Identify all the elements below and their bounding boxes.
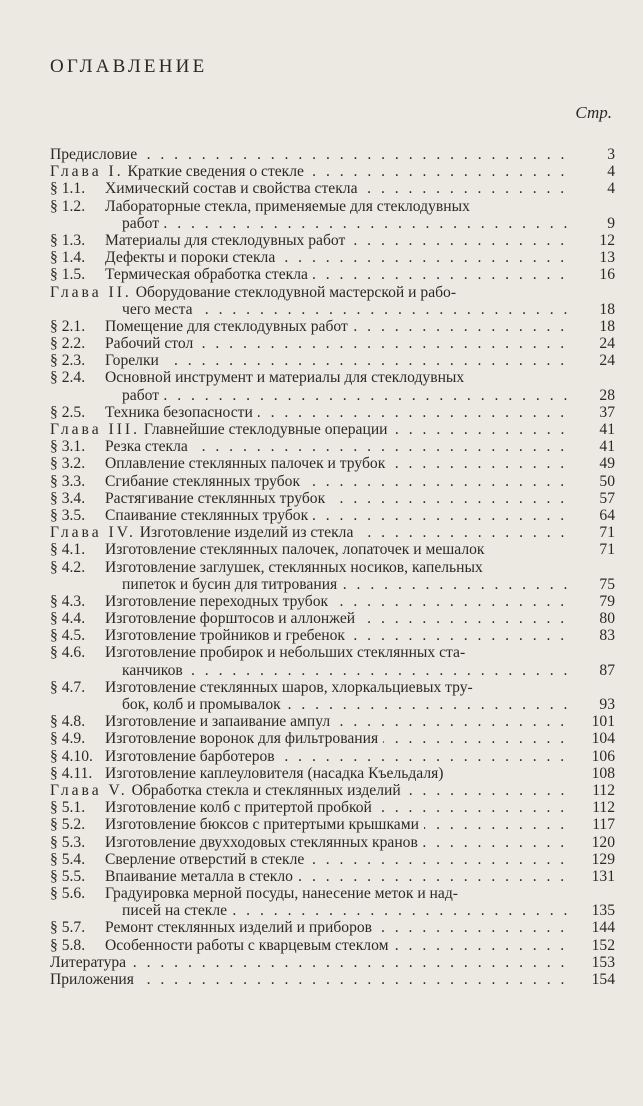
toc-entry-chapter-label: Глава II. <box>50 283 132 301</box>
toc-entry-page-number: 4 <box>607 180 615 198</box>
toc-entry-page-number: 87 <box>599 661 615 679</box>
toc-entry <box>50 954 615 971</box>
toc-entry-section-number: § 3.4. <box>50 489 86 507</box>
toc-entry-section-number: § 1.4. <box>50 249 86 267</box>
toc-entry-title: Химический состав и свойства стекла <box>105 180 363 197</box>
toc-entry-page-number: 79 <box>599 592 615 610</box>
toc-entry <box>50 266 615 283</box>
toc-entry <box>50 215 615 232</box>
toc-entry-page-number: 37 <box>599 403 615 421</box>
toc-entry-section-number: § 4.1. <box>50 541 86 559</box>
toc-entry <box>50 868 615 885</box>
toc-entry <box>50 438 615 455</box>
toc-entry <box>50 524 615 541</box>
toc-entry-page-number: 144 <box>591 919 615 937</box>
toc-entry-title: чего места <box>122 301 198 318</box>
toc-entry-page-number: 93 <box>599 696 615 713</box>
toc-entry <box>50 490 615 507</box>
toc-entry <box>50 301 615 318</box>
toc-entry <box>50 318 615 335</box>
toc-entry-title: Техника безопасности <box>105 404 258 421</box>
toc-entry-title: Основной инструмент и материалы для стеклодувных <box>105 369 469 386</box>
toc-entry <box>50 284 615 301</box>
toc-entry-title: Изготовление бюксов с притертыми крышками <box>105 816 424 833</box>
toc-entry-title: Изготовление стеклянных палочек, лопаточек и мешалок <box>105 541 490 558</box>
toc-entry <box>50 593 615 610</box>
toc-entry-title: Градуировка мерной посуды, нанесение меток и над- <box>105 885 463 902</box>
toc-entry-section-number: § 4.8. <box>50 713 86 731</box>
toc-entry <box>50 834 615 851</box>
toc-entry-title: Спаивание стеклянных трубок <box>105 507 313 524</box>
toc-entry-title: Изготовление заглушек, стеклянных носиков, капельных <box>105 559 488 576</box>
toc-entry <box>50 576 615 593</box>
toc-entry-page-number: 28 <box>599 386 615 404</box>
toc-entry-chapter-label: Глава I. <box>50 163 124 181</box>
toc-entry-title: Резка стекла <box>105 438 193 455</box>
toc-entry-title: Растягивание стеклянных трубок <box>105 490 330 507</box>
page-title: ОГЛАВЛЕНИЕ <box>50 56 208 77</box>
toc-entry-section-number: § 2.1. <box>50 317 86 335</box>
toc-entry <box>50 885 615 902</box>
toc-entry-page-number: 101 <box>591 713 615 731</box>
toc-entry-title: Помещение для стеклодувных работ <box>105 318 353 335</box>
toc-entry-page-number: 135 <box>591 902 615 920</box>
toc-entry-page-number: 104 <box>591 730 615 748</box>
toc-entry-title: Материалы для стеклодувных работ <box>105 232 350 249</box>
toc-entry-title: Обработка стекла и стеклянных изделий <box>131 781 401 799</box>
toc-entry <box>50 455 615 472</box>
toc-entry <box>50 937 615 954</box>
toc-entry-title: Приложения <box>50 971 139 988</box>
toc-entry-section-number: § 5.1. <box>50 799 86 817</box>
toc-entry-title: Сгибание стеклянных трубок <box>105 473 305 490</box>
toc-entry-title: Оплавление стеклянных палочек и трубок <box>105 455 390 472</box>
toc-entry <box>50 369 615 386</box>
toc-entry <box>50 473 615 490</box>
toc-entry-section-number: § 2.2. <box>50 335 86 353</box>
toc-entry-page-number: 71 <box>599 541 615 559</box>
page-column-header: Стр. <box>575 103 612 122</box>
toc-entry-section-number: § 5.8. <box>50 936 86 954</box>
toc-entry-page-number: 18 <box>599 317 615 335</box>
toc-entry <box>50 662 615 679</box>
toc-entry-section-number: § 5.6. <box>50 885 86 903</box>
toc-entry-page-number: 50 <box>599 472 615 490</box>
toc-entry-title: Изготовление двухходовых стеклянных кранов <box>105 834 423 851</box>
toc-entry-title: Краткие сведения о стекле <box>127 163 304 181</box>
toc-entry-title: Изготовление пробирок и небольших стеклянных ста- <box>105 644 470 661</box>
toc-entry-section-number: § 4.3. <box>50 592 86 610</box>
toc-entry-title: Горелки <box>105 352 164 369</box>
toc-entry-title: Рабочий стол <box>105 335 198 352</box>
toc-entry <box>50 799 615 816</box>
toc-entry-page-number: 3 <box>607 146 615 163</box>
toc-entry <box>50 713 615 730</box>
toc-entry-chapter-label: Глава III. <box>50 421 140 438</box>
toc-entry <box>50 180 615 197</box>
toc-entry-section-number: § 4.9. <box>50 730 86 748</box>
toc-entry-section-number: § 5.7. <box>50 919 86 937</box>
toc-entry-section-number: § 5.2. <box>50 816 86 834</box>
toc-entry-section-number: § 4.4. <box>50 610 86 628</box>
toc-entry-section-number: § 3.1. <box>50 438 86 456</box>
toc-entry-title: Предисловие <box>50 146 142 163</box>
toc-entry <box>50 679 615 696</box>
toc-entry-title: писей на стекле <box>122 902 232 919</box>
toc-entry <box>50 730 615 747</box>
toc-entry-section-number: § 4.5. <box>50 627 86 645</box>
toc-entry-page-number: 12 <box>599 231 615 249</box>
toc-entry <box>50 507 615 524</box>
toc-entry-section-number: § 3.2. <box>50 455 86 473</box>
toc-entry <box>50 644 615 661</box>
toc-entry-title: Литература <box>50 954 131 971</box>
toc-entry-section-number: § 1.2. <box>50 197 86 215</box>
toc-entry <box>50 146 615 163</box>
toc-entry-page-number: 24 <box>599 335 615 353</box>
toc-entry <box>50 541 615 558</box>
toc-entry-title: Изготовление стеклянных шаров, хлоркальциевых тру- <box>105 679 478 696</box>
toc-entry <box>50 404 615 421</box>
toc-entry-page-number: 153 <box>591 953 615 971</box>
toc-entry-page-number: 83 <box>599 627 615 645</box>
toc-entry <box>50 610 615 627</box>
toc-entry-page-number: 75 <box>599 575 615 593</box>
toc-entry-page-number: 152 <box>591 936 615 954</box>
toc-entry-title: работ <box>122 387 164 404</box>
toc-entry <box>50 198 615 215</box>
toc-entry-section-number: § 1.5. <box>50 266 86 284</box>
toc-entry-section-number: § 4.7. <box>50 678 86 696</box>
toc-entry-title: Изготовление воронок для фильтрования <box>105 730 383 747</box>
toc-entry-title: Изготовление тройников и гребенок <box>105 627 350 644</box>
toc-entry-section-number: § 2.4. <box>50 369 86 387</box>
toc-entry <box>50 816 615 833</box>
toc-entry <box>50 232 615 249</box>
toc-entry-title: Дефекты и пороки стекла <box>105 249 280 266</box>
toc-entry <box>50 919 615 936</box>
toc-entry-title: Оборудование стеклодувной мастерской и рабо- <box>135 283 457 301</box>
toc-entry-section-number: § 2.3. <box>50 352 86 370</box>
toc-entry-page-number: 117 <box>592 816 615 834</box>
toc-entry-page-number: 57 <box>599 489 615 507</box>
toc-entry-chapter-label: Глава IV. <box>50 524 136 542</box>
toc-entry-page-number: 129 <box>591 850 615 868</box>
toc-entry-page-number: 106 <box>591 747 615 765</box>
toc-entry-section-number: § 1.3. <box>50 231 86 249</box>
toc-entry-section-number: § 4.10. <box>50 747 93 765</box>
toc-entry <box>50 782 615 799</box>
toc-entry <box>50 559 615 576</box>
toc-entry <box>50 421 615 438</box>
toc-entry-title: Ремонт стеклянных изделий и приборов <box>105 919 377 936</box>
toc-entry-title: Изготовление изделий из стекла <box>139 524 354 542</box>
toc-entry-title: Лабораторные стекла, применяемые для стеклодувных <box>105 198 475 215</box>
toc-entry-page-number: 4 <box>607 163 615 181</box>
toc-entry-section-number: § 3.5. <box>50 506 86 524</box>
toc-entry-page-number: 41 <box>599 438 615 456</box>
toc-entry-page-number: 64 <box>599 506 615 524</box>
toc-entry <box>50 851 615 868</box>
toc-entry-section-number: § 5.3. <box>50 833 86 851</box>
toc-entry-chapter-label: Глава V. <box>50 781 128 799</box>
toc-entry <box>50 335 615 352</box>
toc-entry-title: Изготовление форштосов и аллонжей <box>105 610 360 627</box>
toc-entry <box>50 352 615 369</box>
toc-entry-title: канчиков <box>122 662 188 679</box>
table-of-contents <box>50 146 615 988</box>
toc-entry-page-number: 80 <box>599 610 615 628</box>
toc-entry-page-number: 49 <box>599 455 615 473</box>
toc-entry-section-number: § 1.1. <box>50 180 86 198</box>
toc-entry-title: Изготовление барботеров <box>105 748 280 765</box>
toc-entry-section-number: § 4.6. <box>50 644 86 662</box>
toc-entry-title: Впаивание металла в стекло <box>105 868 298 885</box>
toc-entry-section-number: § 3.3. <box>50 472 86 490</box>
toc-entry-section-number: § 5.4. <box>50 850 86 868</box>
toc-entry-page-number: 24 <box>599 352 615 370</box>
toc-entry <box>50 163 615 180</box>
toc-entry-title: бок, колб и промывалок <box>122 696 286 713</box>
toc-entry-page-number: 120 <box>591 833 615 851</box>
toc-entry <box>50 387 615 404</box>
toc-entry-title: Главнейшие стеклодувные операции <box>143 421 388 438</box>
toc-entry-title: Изготовление и запаивание ампул <box>105 713 335 730</box>
toc-entry-section-number: § 4.11. <box>50 764 93 782</box>
toc-entry-section-number: § 5.5. <box>50 867 86 885</box>
toc-entry-page-number: 154 <box>591 971 615 988</box>
toc-entry-page-number: 112 <box>592 799 615 817</box>
toc-entry-page-number: 18 <box>599 300 615 318</box>
toc-entry <box>50 249 615 266</box>
toc-entry-title: Особенности работы с кварцевым стеклом <box>105 937 393 954</box>
toc-entry-title: Изготовление переходных трубок <box>105 593 333 610</box>
toc-entry-page-number: 112 <box>592 781 615 799</box>
toc-entry-page-number: 16 <box>599 266 615 284</box>
toc-entry-title: пипеток и бусин для титрования <box>122 576 342 593</box>
toc-entry-title: Изготовление колб с притертой пробкой <box>105 799 377 816</box>
toc-entry <box>50 765 615 782</box>
toc-entry <box>50 971 615 988</box>
toc-entry-page-number: 13 <box>599 249 615 267</box>
toc-entry-title: Сверление отверстий в стекле <box>105 851 309 868</box>
toc-entry-page-number: 9 <box>607 214 615 232</box>
toc-entry-section-number: § 2.5. <box>50 403 86 421</box>
toc-entry <box>50 696 615 713</box>
toc-entry-title: Изготовление каплеуловителя (насадка Къельдаля) <box>105 765 449 782</box>
toc-entry <box>50 748 615 765</box>
toc-entry-page-number: 131 <box>591 867 615 885</box>
toc-entry-title: Термическая обработка стекла <box>105 266 313 283</box>
toc-entry <box>50 627 615 644</box>
toc-entry <box>50 902 615 919</box>
toc-entry-page-number: 108 <box>591 764 615 782</box>
toc-entry-section-number: § 4.2. <box>50 558 86 576</box>
toc-entry-page-number: 41 <box>599 421 615 438</box>
toc-entry-title: работ <box>122 215 164 232</box>
toc-entry-page-number: 71 <box>599 524 615 542</box>
